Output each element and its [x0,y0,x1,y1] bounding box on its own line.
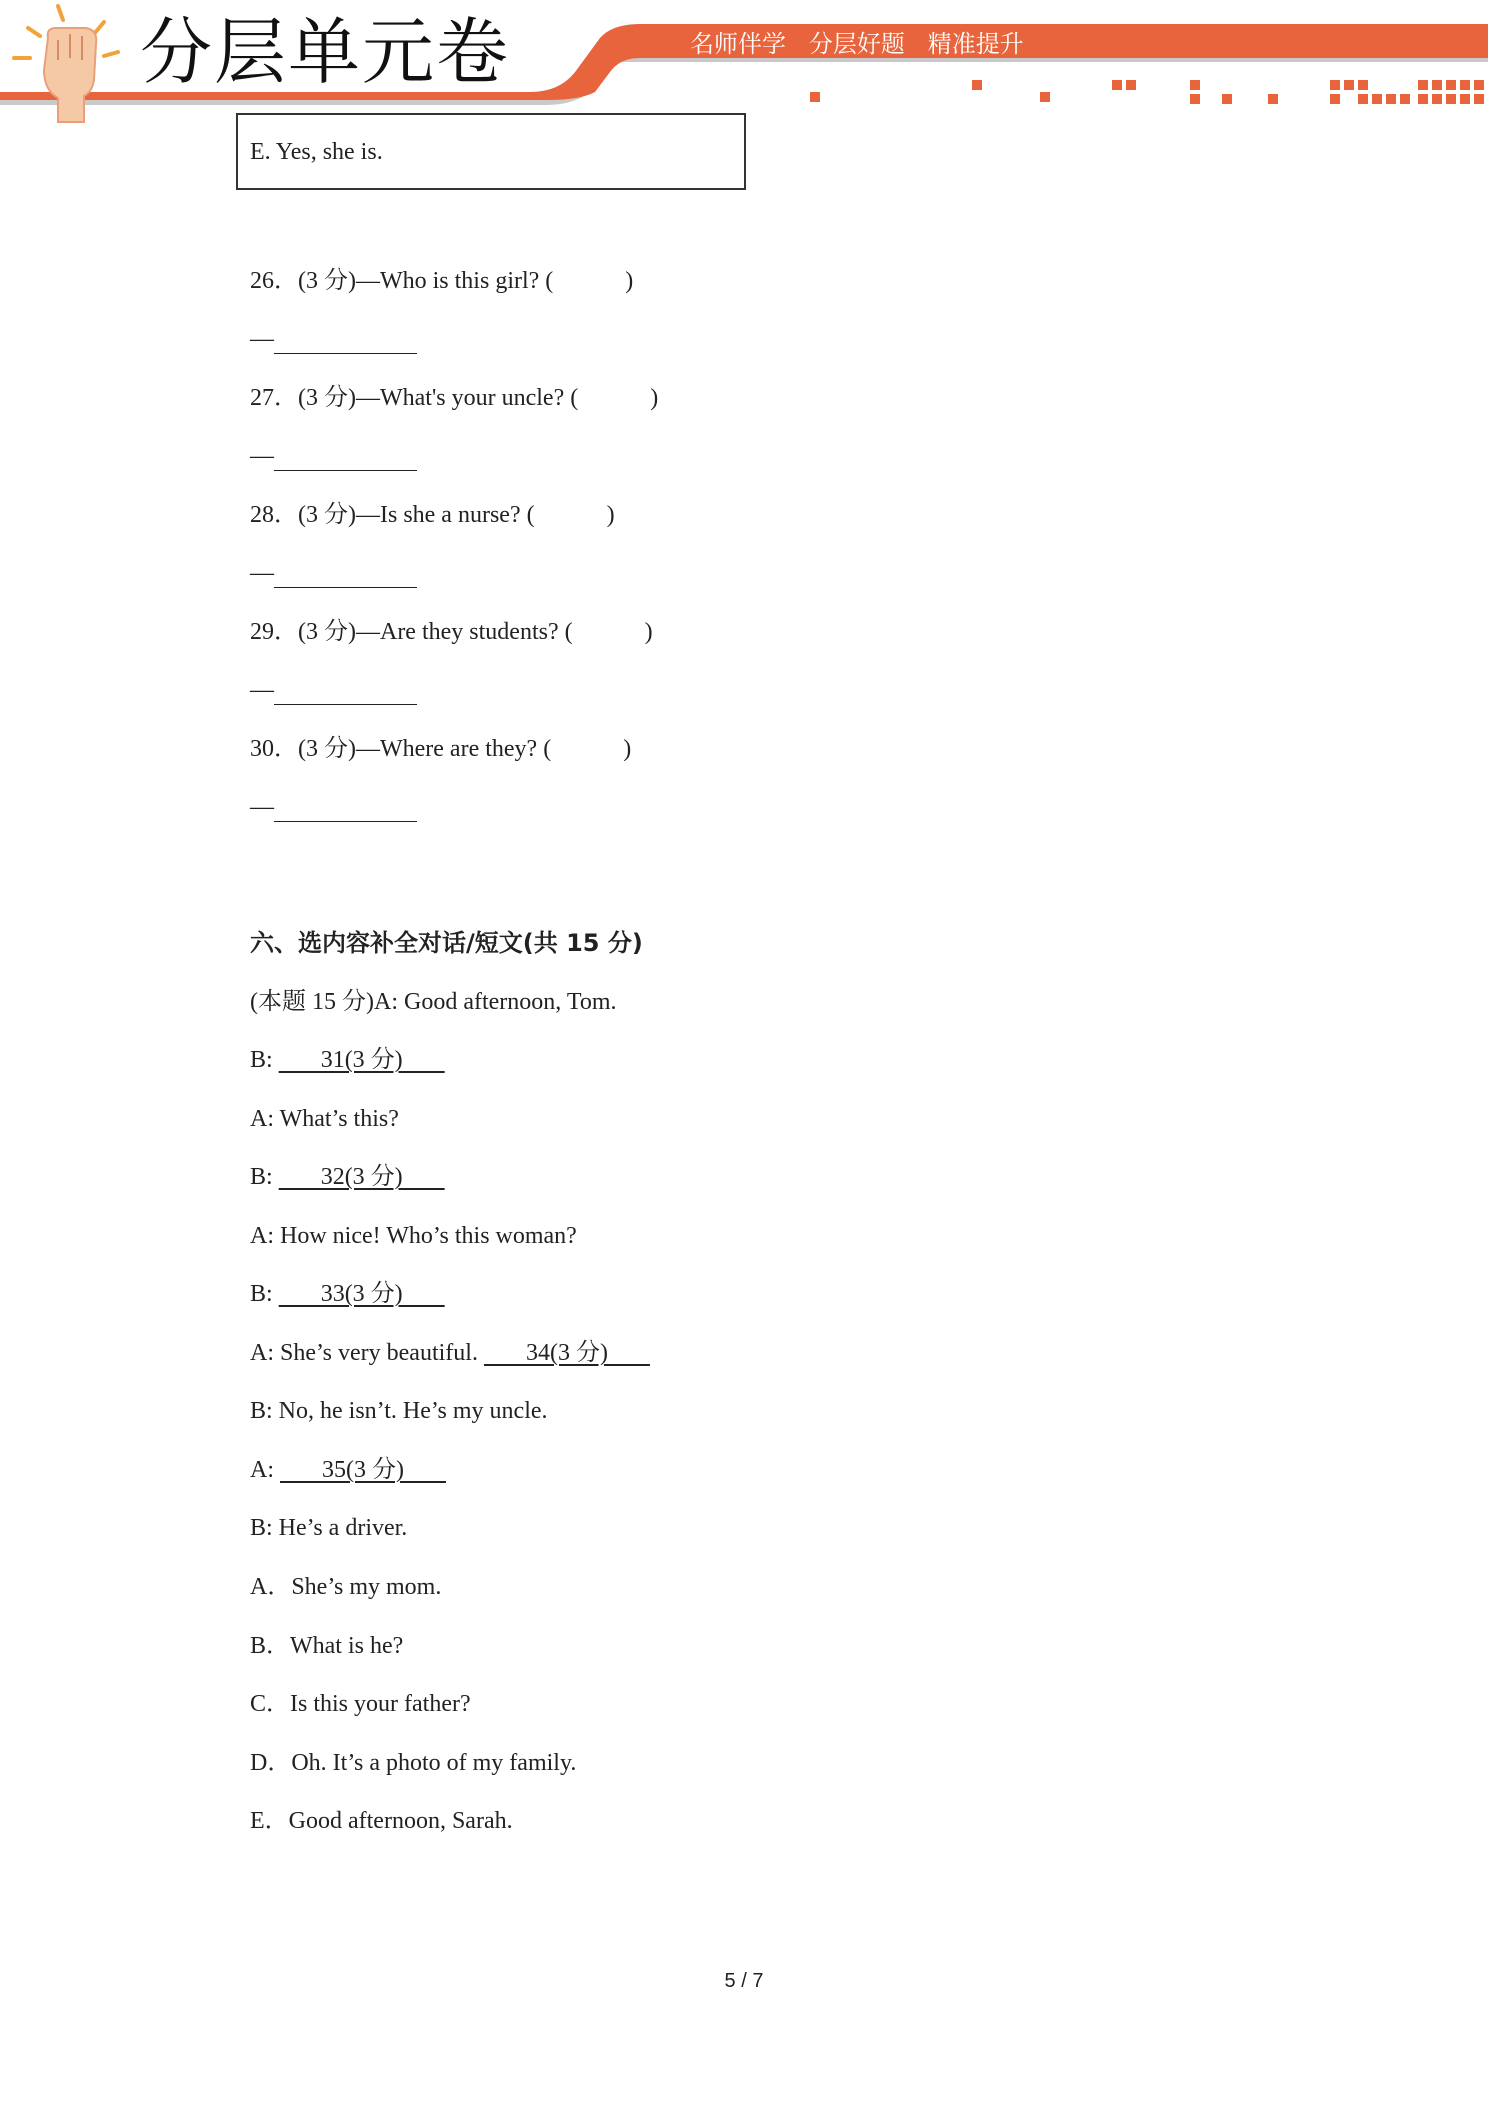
blank-33[interactable]: 33(3 分) [278,1281,445,1307]
answer-blank[interactable] [274,795,417,822]
answer-line-28[interactable]: — [250,558,417,588]
answer-line-27[interactable]: — [250,441,417,471]
page-number: 5 / 7 [724,1970,764,1992]
blank-31[interactable]: 31(3 分) [278,1047,445,1073]
blank-35[interactable]: 35(3 分) [280,1457,446,1483]
dialogue-line: A: How nice! Who’s this woman? [250,1223,577,1249]
answer-blank[interactable] [274,444,417,471]
dialogue-line: A: She’s very beautiful. 34(3 分) [250,1340,650,1366]
question-29: 29．(3 分)—Are they students? ( ) [250,619,653,645]
answer-line-26[interactable]: — [250,324,417,354]
section-title: 六、选内容补全对话/短文(共 15 分) [250,929,643,957]
question-27: 27．(3 分)—What's your uncle? ( ) [250,385,659,411]
dialogue-line: B: He’s a driver. [250,1515,408,1541]
dialogue-line: A: 35(3 分) [250,1457,446,1483]
question-26: 26．(3 分)—Who is this girl? ( ) [250,268,634,294]
answer-line-30[interactable]: — [250,792,417,822]
section-intro: (本题 15 分)A: Good afternoon, Tom. [250,989,617,1015]
option-box [236,113,746,190]
question-30: 30．(3 分)—Where are they? ( ) [250,736,632,762]
brand-title: 分层单元卷 [140,10,511,94]
dialogue-line: B: No, he isn’t. He’s my uncle. [250,1398,548,1424]
page-header [0,0,1488,130]
choice-a: A．She’s my mom. [250,1574,442,1600]
dialogue-line: B: 33(3 分) [250,1281,445,1307]
dialogue-line: B: 32(3 分) [250,1164,445,1190]
answer-blank[interactable] [274,561,417,588]
header-slogan: 名师伴学 分层好题 精准提升 [690,30,1024,58]
answer-blank[interactable] [274,327,417,354]
answer-blank[interactable] [274,678,417,705]
choice-d: D．Oh. It’s a photo of my family. [250,1750,577,1776]
dialogue-line: B: 31(3 分) [250,1047,445,1073]
blank-34[interactable]: 34(3 分) [483,1340,650,1366]
fist-hand-icon [8,0,128,125]
dialogue-line: A: What’s this? [250,1106,399,1132]
choice-c: C．Is this your father? [250,1691,471,1717]
blank-32[interactable]: 32(3 分) [278,1164,445,1190]
choice-e: E．Good afternoon, Sarah. [250,1808,513,1834]
answer-line-29[interactable]: — [250,675,417,705]
choice-b: B．What is he? [250,1633,404,1659]
option-e-text: E. Yes, she is. [250,139,383,165]
question-28: 28．(3 分)—Is she a nurse? ( ) [250,502,615,528]
